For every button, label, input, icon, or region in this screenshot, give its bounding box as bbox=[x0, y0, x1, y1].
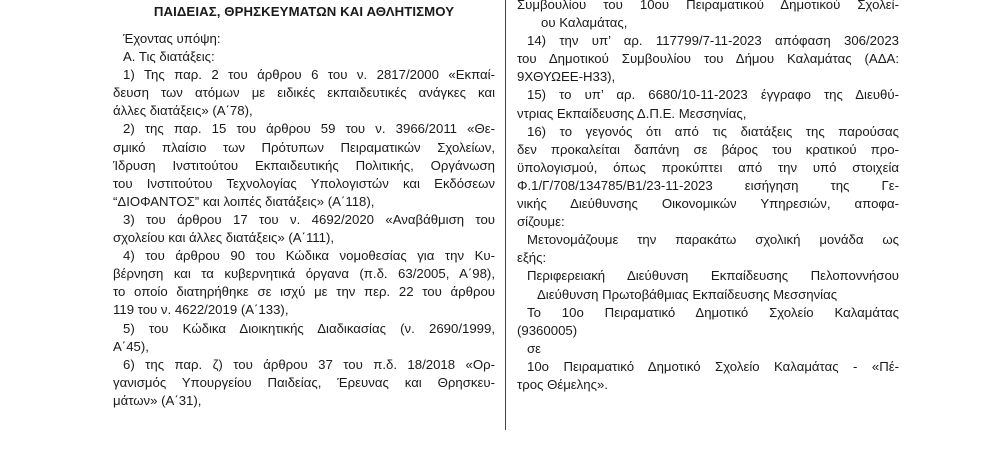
text-line: Διεύθυνση Πρωτοβάθμιας Εκπαίδευσης Μεσσηνίας bbox=[537, 286, 838, 302]
text-line: Α. Τις διατάξεις: bbox=[123, 49, 215, 65]
text-line: 15) το υπ’ αρ. 6680/10-11-2023 έγγραφο της Διευθύ- bbox=[527, 87, 899, 103]
text-line: τρος Θέμελης». bbox=[517, 376, 608, 392]
text-line: ου Καλαμάτας, bbox=[541, 15, 628, 31]
text-line: “ΔΙΟΦΑΝΤΟΣ” και λοιπές διατάξεις» (Α΄118), bbox=[113, 193, 375, 209]
text-line: σε bbox=[527, 340, 542, 356]
text-line: του Ινστιτούτου Τεχνολογίας Υπολογιστών και Εκδόσεων bbox=[113, 175, 495, 191]
text-line: 16) το γεγονός ότι από τις διατάξεις της παρούσας bbox=[527, 123, 899, 139]
text-line: Συμβουλίου του 10ου Πειραματικού Δημοτικού Σχολεί- bbox=[517, 0, 899, 12]
text-line: του Δημοτικού Συμβουλίου του Δήμου Καλαμάτας (ΑΔΑ: bbox=[517, 51, 899, 67]
text-line: βέρνηση και τα κυβερνητικά όργανα (π.δ. 63/2005, Α΄98), bbox=[113, 266, 495, 282]
text-line: Α΄45), bbox=[113, 338, 149, 354]
text-line: 9ΧΘΥΩΕΕ-Η33), bbox=[517, 69, 616, 85]
text-line: 1) Της παρ. 2 του άρθρου 6 του ν. 2817/2000 «Εκπαί- bbox=[123, 67, 495, 83]
text-line: σίζουμε: bbox=[517, 214, 565, 230]
text-line: 14) την υπ’ αρ. 117799/7-11-2023 απόφαση 306/2023 bbox=[527, 33, 899, 49]
text-line: άλλες διατάξεις» (Α΄78), bbox=[113, 103, 253, 119]
text-line: το οποίο διατηρήθηκε σε ισχύ με την περ. 22 του άρθρου bbox=[113, 284, 495, 300]
text-line: Ίδρυση Ινστιτούτου Εκπαιδευτικής Πολιτικής, Οργάνωση bbox=[113, 157, 495, 173]
text-line: εξής: bbox=[517, 250, 547, 266]
text-line: 4) του άρθρου 90 του Κώδικα νομοθεσίας για την Κυ- bbox=[123, 248, 495, 264]
text-line: 2) της παρ. 15 του άρθρου 59 του ν. 3966/2011 «Θε- bbox=[123, 121, 495, 137]
text-line: νικής Διεύθυνσης Οικονομικών Υπηρεσιών, αποφα- bbox=[517, 196, 899, 212]
text-line: Το 10ο Πειραματικό Δημοτικό Σχολείο Καλαμάτας bbox=[527, 304, 899, 320]
text-line: σμικό πλαίσιο των Πρότυπων Πειραματικών Σχολείων, bbox=[113, 139, 495, 155]
text-line: σχολείου και άλλες διατάξεις» (Α΄111), bbox=[113, 230, 335, 246]
text-line: 6) της παρ. ζ) του άρθρου 37 του π.δ. 18/2018 «Ορ- bbox=[123, 356, 495, 372]
text-line: 119 του ν. 4622/2019 (Α΄133), bbox=[113, 302, 289, 318]
text-line: δευση των ατόμων με ειδικές εκπαιδευτικές ανάγκες και bbox=[113, 85, 495, 101]
text-line: δεν προκαλείται δαπάνη σε βάρος του κρατικού προ- bbox=[517, 141, 899, 157]
text-line: 3) του άρθρου 17 του ν. 4692/2020 «Αναβάθμιση του bbox=[123, 211, 495, 227]
text-line: Περιφερειακή Διεύθυνση Εκπαίδευσης Πελοποννήσου bbox=[527, 268, 899, 284]
text-line: 10ο Πειραματικό Δημοτικό Σχολείο Καλαμάτας - «Πέ- bbox=[527, 358, 899, 374]
text-line: Φ.1/Γ/708/134785/Β1/23-11-2023 εισήγηση της Γε- bbox=[517, 177, 899, 193]
text-line: ϋπολογισμού, όπως προκύπτει από την υπό στοιχεία bbox=[517, 159, 899, 175]
text-line: ντριας Εκπαίδευσης Δ.Π.Ε. Μεσσηνίας, bbox=[517, 105, 747, 121]
ministry-heading: ΠΑΙΔΕΙΑΣ, ΘΡΗΣΚΕΥΜΑΤΩΝ ΚΑΙ ΑΘΛΗΤΙΣΜΟΥ bbox=[153, 4, 455, 19]
text-line: γανισμός Υπουργείου Παιδείας, Έρευνας και Θρησκευ- bbox=[113, 374, 495, 390]
column-divider bbox=[505, 0, 506, 430]
text-line: μάτων» (Α΄31), bbox=[113, 392, 202, 408]
text-line: (9360005) bbox=[517, 322, 578, 338]
text-line: Μετονομάζουμε την παρακάτω σχολική μονάδα ως bbox=[527, 232, 899, 248]
text-line: Έχοντας υπόψη: bbox=[123, 31, 221, 46]
text-line: 5) του Κώδικα Διοικητικής Διαδικασίας (ν. 2690/1999, bbox=[123, 320, 495, 336]
